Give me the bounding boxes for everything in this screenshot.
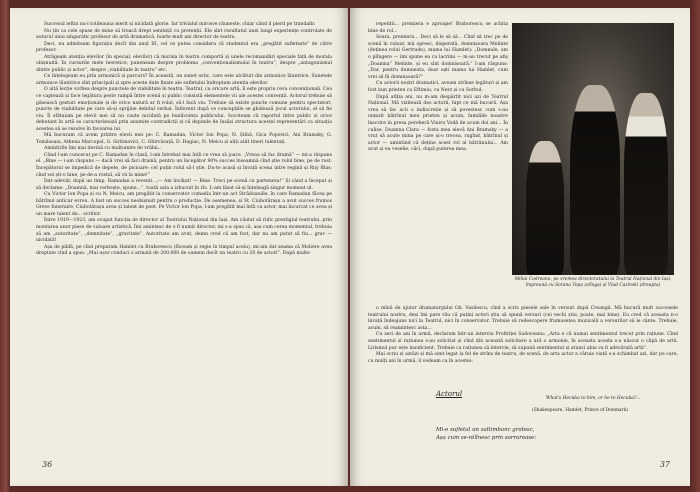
right-bottom-text [368,306,678,365]
verse-line: Mi-e sufletul un saltimbanc grotesc, [436,427,535,433]
paragraph: repetiții... premiera e aproape! Braborescu se achita bine de rol... [368,22,508,34]
photo-caption: Mihai Codreanu, pe vremea directoratului la Teatrul Național din Iași, împreună cu Sorana Topa (stînga) și Vlad Cazinski (dreapta) [514,277,672,288]
paragraph: Cu actorii noștri dramatici, aveam strînse legături și am fost bun prieten cu Eftimiu, cu Nerz și cu Sorbul. [368,81,508,93]
left-page [10,8,348,486]
paragraph: Mai scriu și astăzi și mă simt legat la fel de strîns de teatru, de scenă, de arta actor a căruia viață s-a schimbat azi, dar pe care, cu mulți ani în urmă, il vedeam ca în acestei: [368,352,678,364]
paragraph: Ce înțelegeam eu prin armonică și parcurs? În această, un sunet ostic, care este alcătuit din armonice lăuntrice. Sunetele armonice lăuntrice sînt principali și spre aceste date fixate ale sufletului îndreptam atenția elevilor. [36,74,332,86]
page-number-right: 37 [659,460,670,469]
paragraph: O altă lecție vorbea despre punctele de viabilitate în teatru. Teatrul, ca oricare artă, îl este propriu reva convenționali. Cea ce captează și face legătura peste rampă între scenă și public consistă elementele vii ale acestei convenții. Actorul trebuie să găsească gesturi emoționale și de orice natură ar fi rolul, să-l facă viu. Trebuie să existe puncte comune pentru spectatori, puncte de viabilitate pe care să-și sprijine debitul verbal. Înflorent după ce concepțiile se ghidează jocul actorului, el să fie viu. Îl sfătuiam pe elevii mei să nu caute nicidată pe bunăvoința publicului. Socoteam că raportul intre public și orice debutant în artă se caracterizează prin anumite contradicții și că depinde de însăși structura acestei reprezentări ca situația acestea să se rezolve în favoarea lui. [36,87,332,132]
figure-man-right [624,93,668,275]
page-number-left: 36 [42,460,53,469]
paragraph: Între 1919—1923, am ocupat funcția de director al Teatrului Național din Iași. Am căutat să ridic prestigiul teatrului, prin montarea unor piese de valoare artistică. Îmi amintesc de o fi numit director, mi s-a spus că, așa cum cerea momentul, trebuia să am „autoritate”, „demnitate”, „gravitate”. Autoritate am avut, demn cred că am fost, dar nu am putut să fiu... grav — nicidată! [36,218,332,244]
paragraph: Așa de pildă, pe cînd preparam Hamlet cu Braborescu (făceam și regie în timpul acela), mi-am dat seama că Molière avea dreptate cînd a spus: „Mai ușor conduci o armată de 200.000 de oameni decît un teatru cu 20 de actori”. După multe [36,244,332,257]
poem-title: Actorul [436,390,463,398]
photograph [512,23,674,275]
figure-man-center [570,85,620,275]
poem-verse [436,426,536,442]
paragraph: Cu Victor Ion Popa și cu N. Meicu, am pregătit la conservator comedia într-un act Strădoaniile, în care Ramadan făcea pe bătrînul anticar evreu. A fost un succes neobișnuit pentru o producție. De asemenea, și St. Ciubotărașu a avut succes frumos Greve funeraire, Ciubotărașu avea și talent de poet. Pe Victor Ion Popa, l-am pregătit mai întîi ca actor, mai încurcat ce avea și un mare talent de... scriitor. [36,192,333,217]
figure-woman [526,141,564,275]
paragraph: Succesul ieftin nu-l totdeauna merit și nicidată glorie. Iar trivialul mirosve răuneste, chiar când il pierd pe trandafir. [44,22,316,27]
paragraph: Seara, premiera... Deci să le să să... Cînd să trec pe de scenă în culoar, mă opresc, disperată, domnișoara Melinte (deținea rolul Gertrude), mama lui Hamlet): „Domnule, am o plîngere — imi spune ea cu lacrimi — m-au trecut pe afiș „Doamna” Melinte, și eu sînt domnișoară.” I-am răspuns: „Dar, pentru dumneata, doar ești mama lui Hamlet, cum vrei să fii domnișoară?” [368,35,508,80]
paragraph: Deci, nu admiteam figurația decît din anul III, cel ce putea considera că studentul era „pregătit sufletește” de către profesor. [36,41,332,54]
right-top-text [368,22,508,154]
poem-epigraph: What's Hecuba to him, or he to Hecuba?... [546,396,641,401]
poem-epigraph-source: (Shakespeare, Hamlet, Prince of Denmark) [532,408,628,413]
left-page-text [36,22,332,258]
paragraph: Cu zeci de ani în urmă, declaram într-un interviu Profiriței Sadoveanu: „Arta e că numai sentimentul trecut prin rațiune. Cînd sentimentul și rațiunea s-au solicitat și cînd din această solicitare a ură o armonie, în aceasta acesta s-a născut o clipă de artă. Lirismul pur este insuficient. Trebuie ca rațiunea să intervie, să supună sentimentul și atunci abia va fi adevărată artă”. [368,332,678,351]
paragraph: o mînă de ajutor dramaturgului Gh. Vasilescu, cînd a scris piesele sale în versuri după Creangă. Mă bucură mult succesele teatrului nostru, deși îmi pare rău că puțini actori știu să spună versuri (cei vechi știu, poate, mai bine). Eu cred că aceasta n-o învață îndeajuns nici la Teatrul, nici în conservator. Trebuie să redescopere frumusețea muzicală a versurilor să le cânte. Trebuie, acum, să reamintesc asta... [368,306,678,331]
right-page [350,8,690,486]
paragraph: Când l-am cunoscut pe C. Ramadan în clasă, l-am întrebat mai întîi ce vrea să joace. „Vreau să fac dramă” — mi-a răspuns el. „Bine — i-am răspuns — dacă vrei să faci dramă, pentru un începător 90% succes înseamnă cînd știe rolul bine, pe de rost. Începătorul se impedică de depete, de picioare: cel puțin rolul să-l știe. Du-te acasă și învață scena intre regină și Ruy Blas; cînd vei ști-o bine, pe de-a rostul, să vii la mine!” [36,152,332,178]
paragraph: Nu țin ca cele spuse de mine să treacă drept sentință cu pretenții. Ele sînt rezultatul unei lungi experiențe controlate de autorul unui singurătic profesor de artă dramatică, foarte mult ani director de teatru. [36,28,332,41]
paragraph: Atrăgeam atenția elevilor (în special, elevilor) că morala în teatru comportă și unele recomandări speciale față de morala obișnuită. În cursurile mele teoretice, puneneam despre problema „convenționalismului în teatru”, despre „antagonismul dintre public și actor”, despre „viabilitate în teatru” etc. [36,54,332,73]
paragraph: După atîția ani, nu m-am despărțit nici azi de Teatrul Național. Mă vizitează des actorii, fapt ce mă bucură. Așa vrea să fac acii o indiscreție și să povestesc cum s-au unmzit bătrînul meu prieten și acum, familiile noastre înscrire in presa pereheră Viniru Vodă de acum doi ani... În culise, Doamna Clara — fosta mea elevă Ani Bramsky — a vrut să acute mina pe care și-o trecea, rugînd, bătrînul și actor — amintind că deține acest rol al bătrânului... Am avut și eu veselie, căci, după puterea mea, [368,94,508,153]
paragraph: Într-adevăr, după un timp, Ramadan a revenit. „— Am învățat! — Bine. Treci pe scenă cu partenera!” Și când a început și să declame: „Doamnă, mai verbește, spune...”, toată sala a izbucnit în rîs. L-am lăsat să-și înțeleagă singur moment ul. [36,179,332,191]
paragraph: Mă bucuram că avem printre elevii mei pe: C. Ramadan, Victor Ion Popa, N. Știbă, Gica Popovici, Ani Bramsky, G. Tomăsoaia, Athena Marcopol, G. Siritinovici, C. Ghirvăsuță, D. Hagiac, N. Meicu și alții atât tineri talentați. [36,133,332,145]
paragraph: Amintirile îmi mai devină cu mulțumire de vrăbii... [44,146,163,152]
verse-line: Așa cum se-ntîlnesc prin sorraroase: [436,435,537,441]
